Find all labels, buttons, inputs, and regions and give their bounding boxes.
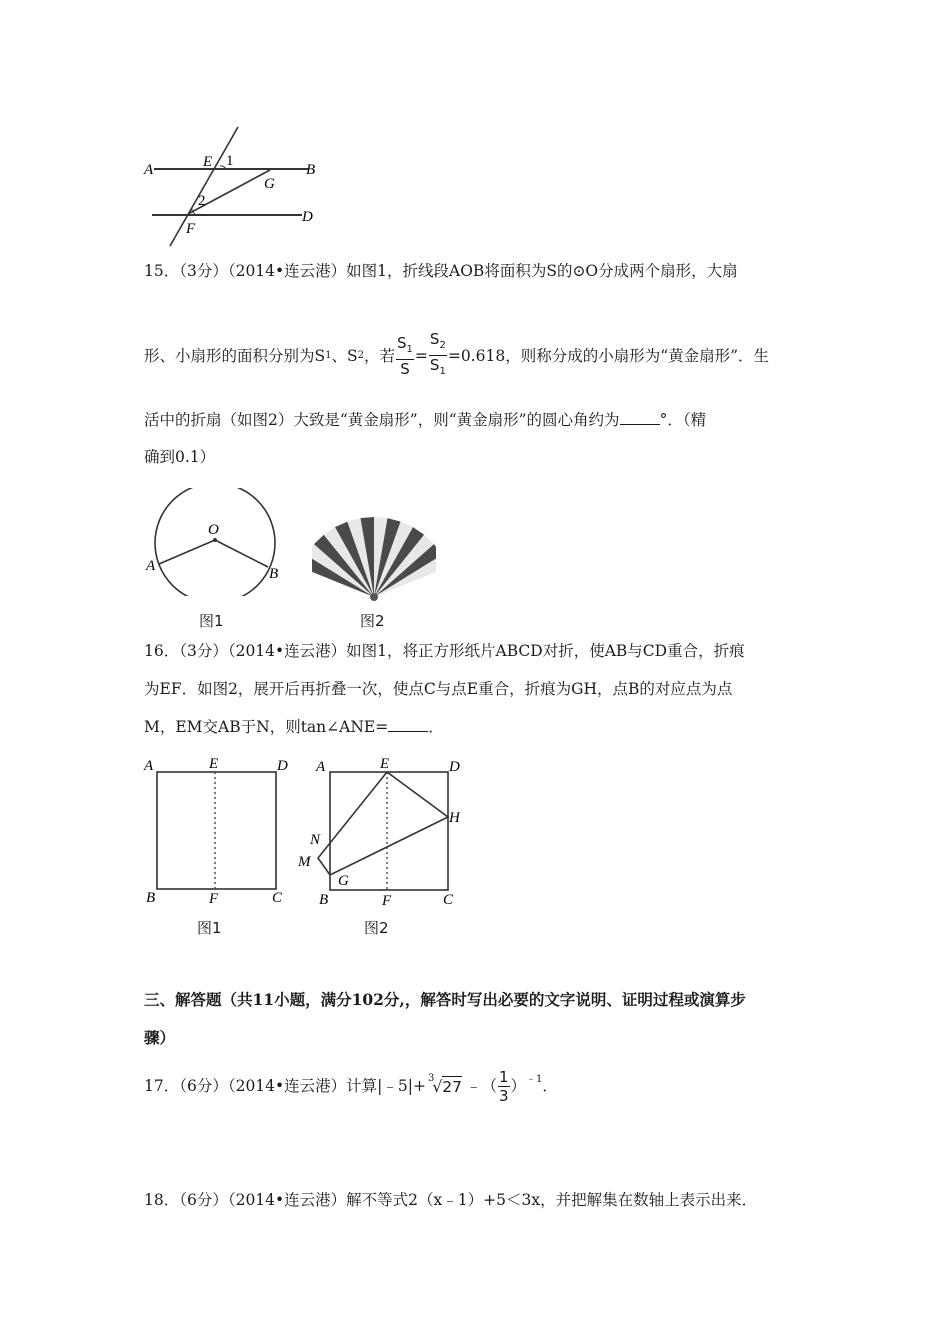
label-D: D	[449, 759, 460, 775]
q15-line1: 15．（3分）（2014•连云港）如图1，折线段AOB将面积为S的⊙O分成两个扇形，大扇	[144, 262, 738, 280]
q16-line2: 为EF．如图2，展开后再折叠一次，使点C与点E重合，折痕为GH，点B的对应点为点	[144, 680, 733, 698]
fraction-s1-over-s: $\frac{S_1}{S}$	[397, 333, 413, 378]
fan-ribs	[312, 517, 436, 597]
answer-blank	[388, 717, 428, 732]
label-O: O	[208, 522, 219, 538]
fraction-s2-over-s1: $\frac{S_2}{S_1}$	[429, 330, 446, 377]
label-E: E	[380, 756, 390, 772]
q17-minus: ﹣（	[465, 1077, 497, 1095]
q15-text-b: 、S	[331, 346, 358, 365]
fraction-one-third: $\frac{1}{3}$	[498, 1067, 509, 1105]
q16-text-b: ．	[428, 718, 444, 736]
answer-blank	[620, 410, 660, 425]
q18-line: 18．（6分）（2014•连云港）解不等式2（x﹣1）+5＜3x，并把解集在数轴上表示出来．	[144, 1191, 758, 1209]
label-C: C	[443, 892, 454, 908]
q15-text-e: 活中的折扇（如图2）大致是“黄金扇形”，则“黄金扇形”的圆心角约为	[144, 411, 620, 429]
q15-text-d: =0.618，则称分成的小扇形为“黄金扇形”．生	[447, 346, 770, 365]
q17-prefix: 17．（6分）（2014•连云港）计算|﹣5|+	[144, 1077, 426, 1095]
label-angle-1: 1	[226, 153, 234, 169]
q15-text-f: °．（精	[659, 411, 707, 429]
square-figure-1	[140, 752, 300, 912]
label-G: G	[264, 176, 275, 192]
radicand: 27	[442, 1077, 462, 1096]
label-H: H	[449, 810, 460, 826]
label-B: B	[146, 890, 156, 906]
q15-text-c: ，若	[364, 346, 396, 365]
q15-text-a: 形、小扇形的面积分别为S	[144, 346, 326, 365]
q15-sub2: 2	[357, 349, 364, 361]
q17-close: ）	[510, 1077, 527, 1095]
label-A: A	[316, 759, 326, 775]
q16-line1: 16．（3分）（2014•连云港）如图1，将正方形纸片ABCD对折，使AB与CD重合，折痕	[144, 642, 745, 660]
q15-sub1: 1	[325, 349, 332, 361]
section-heading-cont: 骤）	[144, 1028, 176, 1047]
label-E: E	[203, 154, 213, 170]
label-N: N	[310, 832, 321, 848]
label-A: A	[146, 558, 156, 574]
q17-end: ．	[542, 1077, 558, 1095]
q15-equals: =	[414, 346, 428, 365]
q17-line	[144, 1066, 558, 1106]
label-A: A	[144, 758, 154, 774]
q16-line3	[144, 717, 444, 737]
q17-exponent: ﹣1	[526, 1074, 543, 1085]
label-B: B	[319, 892, 329, 908]
label-angle-2: 2	[198, 193, 206, 209]
label-A: A	[144, 162, 154, 178]
label-F: F	[382, 893, 392, 909]
label-B: B	[269, 566, 279, 582]
q15-line2	[144, 330, 769, 381]
root-index: 3	[427, 1072, 435, 1084]
circle-sector-figure	[140, 488, 290, 596]
label-M: M	[298, 854, 311, 870]
parallel-lines-figure	[140, 122, 330, 250]
label-C: C	[272, 890, 283, 906]
label-F: F	[186, 221, 196, 237]
label-E: E	[209, 756, 219, 772]
caption-figure-2: 图2	[360, 612, 385, 630]
cube-root: $^3$ √ 27	[428, 1076, 462, 1097]
q16-text-a: M，EM交AB于N，则tan∠ANE=	[144, 718, 389, 736]
label-F: F	[209, 891, 219, 907]
label-B: B	[306, 162, 316, 178]
folding-fan-image	[312, 512, 436, 606]
caption-figure-2: 图2	[364, 919, 389, 937]
square-figure-2	[290, 752, 470, 912]
q15-line3	[144, 410, 706, 430]
caption-figure-1: 图1	[199, 612, 224, 630]
q15-line4: 确到0.1）	[144, 448, 216, 466]
label-D: D	[277, 758, 288, 774]
caption-figure-1: 图1	[197, 919, 222, 937]
section-heading: 三、解答题（共11小题，满分102分,，解答时写出必要的文字说明、证明过程或演算步	[144, 990, 746, 1009]
label-D: D	[302, 209, 313, 225]
label-G: G	[338, 873, 349, 889]
